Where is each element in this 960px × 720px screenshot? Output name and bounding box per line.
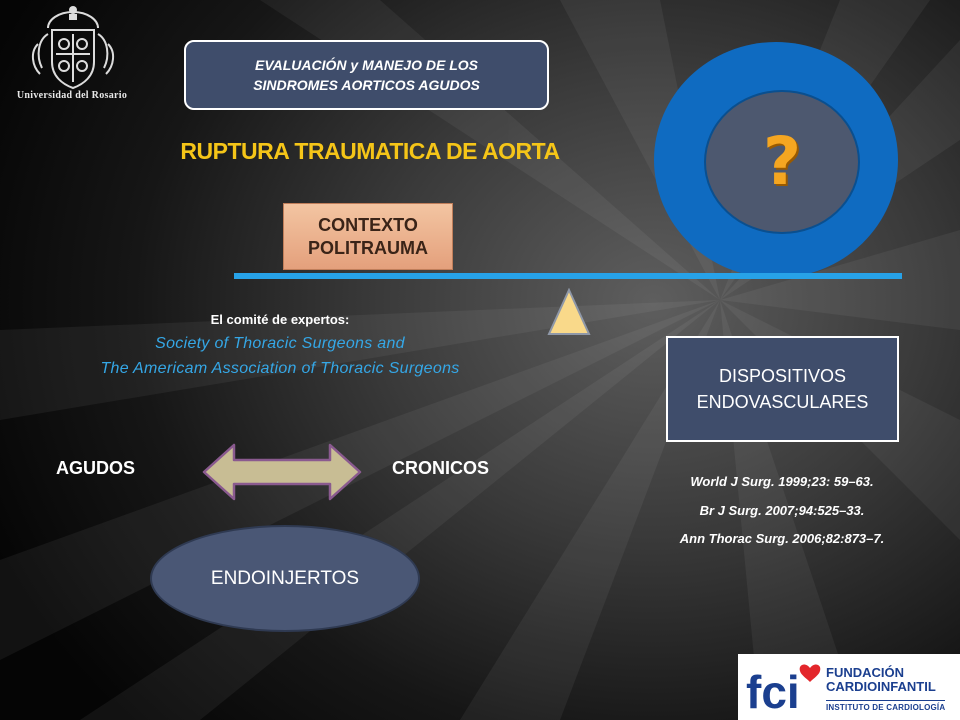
heading-line-2: SINDROMES AORTICOS AGUDOS [253, 77, 480, 93]
cronicos-label: CRONICOS [392, 458, 490, 478]
fci-subtitle: INSTITUTO DE CARDIOLOGÍA [826, 700, 945, 712]
fci-mark-icon [744, 660, 824, 716]
committee-label: El comité de expertos: [210, 312, 350, 327]
inner-circle [704, 90, 860, 234]
contexto-politrauma-box [283, 203, 453, 270]
contexto-line-1: CONTEXTO [318, 214, 418, 235]
balance-beam [234, 273, 902, 279]
section-title: RUPTURA TRAUMATICA DE AORTA [180, 138, 560, 164]
heading-box [184, 40, 549, 110]
question-mark-icon: ? [762, 123, 802, 200]
reference-1: World J Surg. 1999;23: 59–63. [690, 474, 874, 489]
fci-mark-text: fci [746, 666, 800, 716]
logo-institution-name: Universidad del Rosario [16, 90, 128, 101]
heading-line-1: EVALUACIÓN y MANEJO DE LOS [255, 57, 478, 73]
fci-name-line-2: CARDIOINFANTIL [826, 679, 936, 694]
agudos-label: AGUDOS [56, 458, 136, 478]
fulcrum-triangle-icon [547, 288, 591, 336]
dispositivos-line-2: ENDOVASCULARES [696, 392, 869, 412]
double-arrow-icon [202, 443, 362, 501]
society-line-1: Society of Thoracic Surgeons and [155, 335, 405, 352]
endoinjertos-oval: ENDOINJERTOS [150, 525, 420, 632]
reference-3: Ann Thorac Surg. 2006;82:873–7. [679, 531, 885, 546]
fci-name-line-1: FUNDACIÓN [826, 665, 904, 680]
reference-2: Br J Surg. 2007;94:525–33. [699, 503, 865, 518]
dispositivos-line-1: DISPOSITIVOS [718, 366, 847, 386]
contexto-line-2: POLITRAUMA [308, 237, 428, 258]
dispositivos-endovasculares-box [666, 336, 899, 442]
society-line-2: The Americam Association of Thoracic Surgeons [100, 360, 460, 377]
